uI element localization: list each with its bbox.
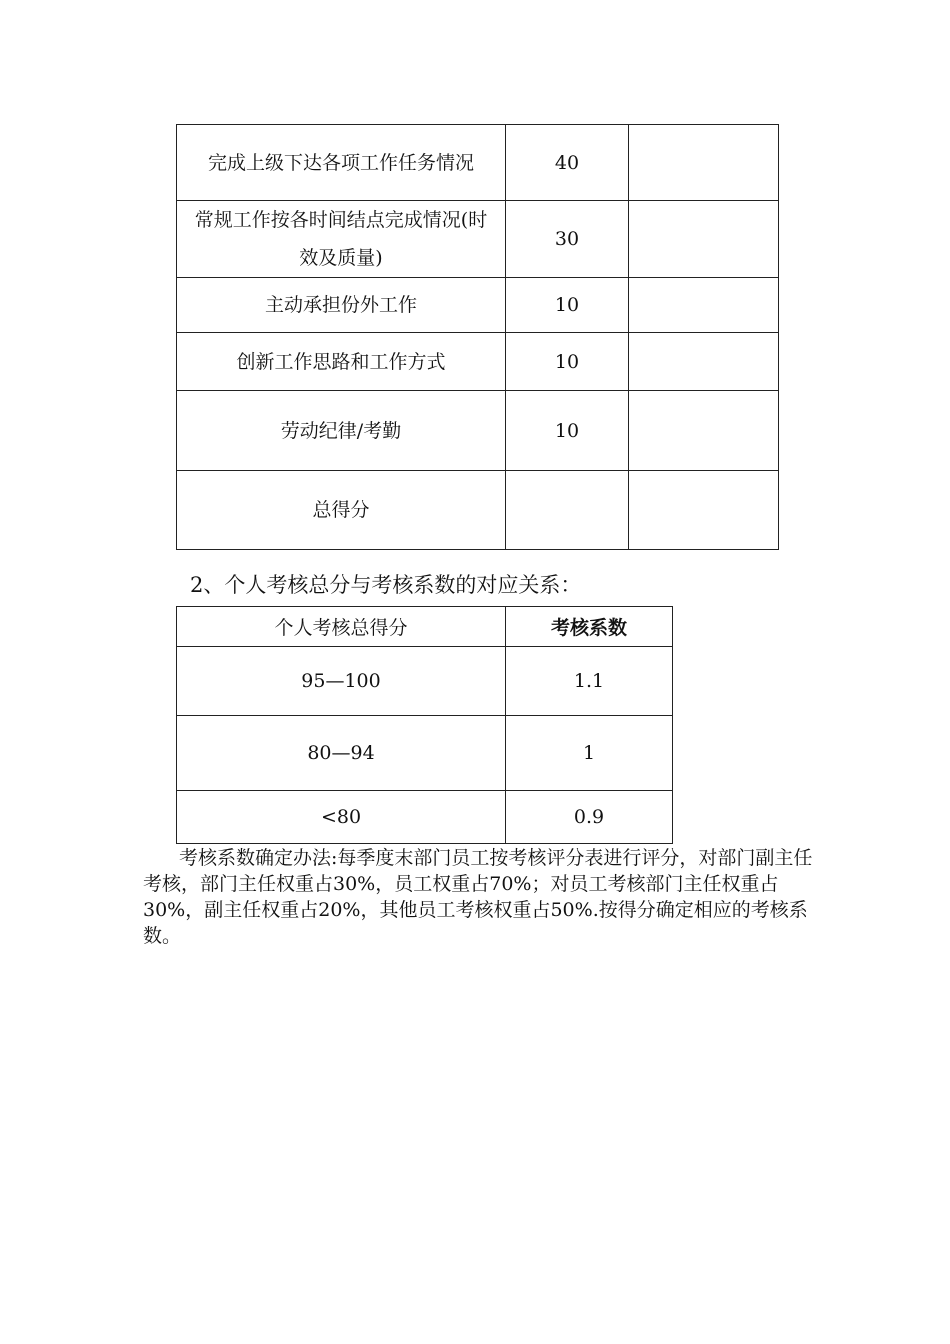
points-cell: 10 [506, 333, 629, 391]
range-cell: 80—94 [177, 716, 506, 791]
table-row [177, 647, 673, 716]
points-cell: 10 [506, 278, 629, 333]
score-cell [629, 471, 779, 550]
table-row [177, 201, 779, 278]
score-cell [629, 201, 779, 278]
coefficient-table [176, 606, 673, 844]
item-cell: 创新工作思路和工作方式 [177, 333, 506, 391]
coefficient-cell: 0.9 [506, 791, 673, 844]
table-row [177, 716, 673, 791]
score-cell [629, 391, 779, 471]
table-row [177, 791, 673, 844]
score-cell [629, 125, 779, 201]
table-row [177, 333, 779, 391]
table-row [177, 471, 779, 550]
item-cell: 完成上级下达各项工作任务情况 [177, 125, 506, 201]
points-cell: 40 [506, 125, 629, 201]
item-cell: 劳动纪律/考勤 [177, 391, 506, 471]
method-paragraph: 考核系数确定办法:每季度末部门员工按考核评分表进行评分，对部门副主任考核，部门主任权重占30%，员工权重占70%；对员工考核部门主任权重占30%，副主任权重占20%，其他员工考核权重占50%.按得分确定相应的考核系数。 [143, 847, 813, 947]
score-table [176, 124, 779, 550]
table-header-row [177, 607, 673, 647]
item-cell: 常规工作按各时间结点完成情况(时效及质量) [177, 201, 506, 278]
coefficient-cell: 1 [506, 716, 673, 791]
score-cell [629, 333, 779, 391]
range-cell: <80 [177, 791, 506, 844]
range-cell: 95—100 [177, 647, 506, 716]
table-row [177, 391, 779, 471]
points-cell: 30 [506, 201, 629, 278]
table-row [177, 125, 779, 201]
coefficient-cell: 1.1 [506, 647, 673, 716]
table-row [177, 278, 779, 333]
total-label-cell: 总得分 [177, 471, 506, 550]
item-cell: 主动承担份外工作 [177, 278, 506, 333]
points-cell [506, 471, 629, 550]
header-coefficient: 考核系数 [506, 607, 673, 647]
header-score-range: 个人考核总得分 [177, 607, 506, 647]
score-cell [629, 278, 779, 333]
points-cell: 10 [506, 391, 629, 471]
section-heading: 2、个人考核总分与考核系数的对应关系： [190, 573, 582, 597]
